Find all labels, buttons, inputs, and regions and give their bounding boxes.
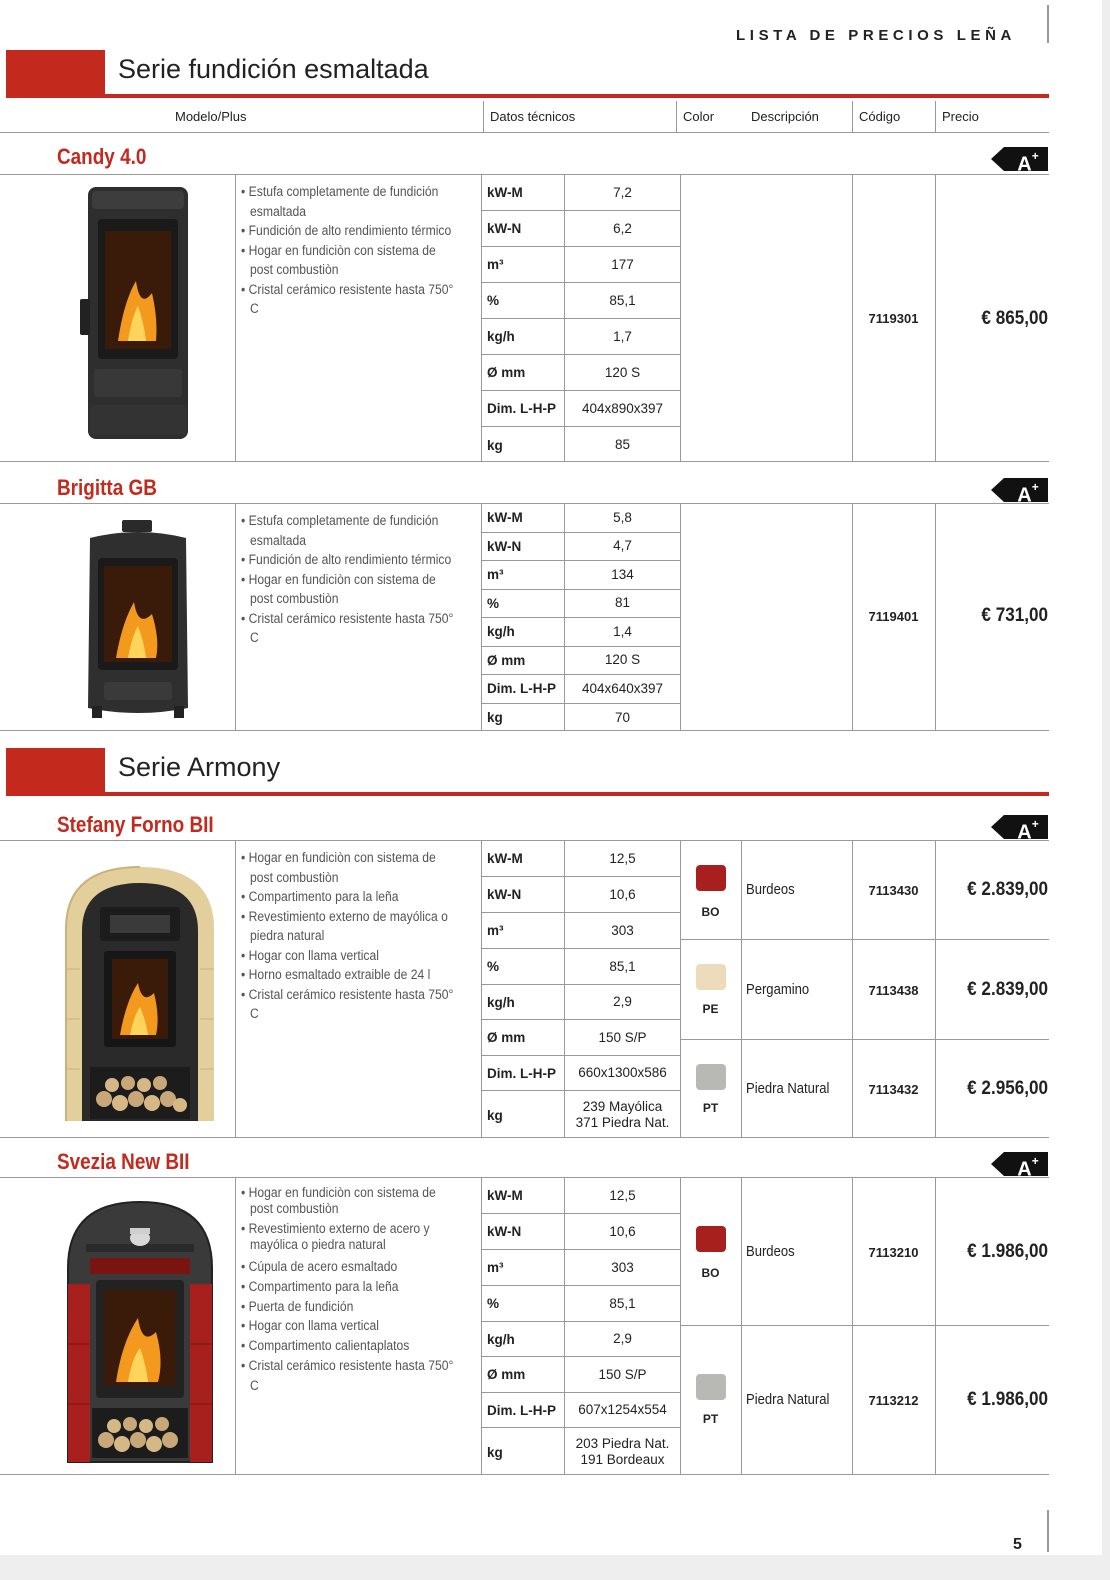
feature-item: • Hogar en fundiciòn con sistema de post combustiòn [241,1185,457,1217]
variant-code: 7113212 [868,1393,919,1408]
spec-value: 177 [611,256,634,272]
spec-row [481,841,680,877]
variant-row [680,1040,1049,1139]
divider [680,504,681,730]
col-modelo: Modelo/Plus [175,109,247,124]
spec-row [481,504,680,533]
energy-label-a-plus [991,147,1048,176]
divider [680,175,681,461]
energy-grade: A+ [1017,1154,1039,1181]
feature-item: • Hogar en fundiciòn con sistema de post combustiòn [241,241,457,280]
spec-key: kg [487,710,503,726]
spec-key: kg/h [487,624,515,640]
product-code: 7119301 [868,311,919,326]
spec-key: kg/h [487,329,515,344]
price-list-title: LISTA DE PRECIOS LEÑA [736,27,1016,44]
variant-row [680,1178,1049,1326]
energy-label-a-plus [991,815,1048,844]
spec-value: 4,7 [613,538,632,554]
spec-value: 81 [614,595,631,611]
series-red-block [6,50,105,94]
spec-row [481,1178,680,1214]
feature-item: • Horno esmaltado extraible de 24 l [241,965,457,985]
product-name: Candy 4.0 [57,144,147,169]
spec-row [481,1214,680,1250]
feature-list [241,1185,457,1396]
swatch-piedra [696,1064,726,1090]
spec-row [481,877,680,913]
spec-value: 5,8 [613,509,632,525]
col-precio: Precio [935,101,1049,132]
spec-key: m³ [487,923,504,938]
spec-key: Ø mm [487,652,526,668]
spec-key: kg/h [487,1331,515,1347]
feature-item: • Hogar con llama vertical [241,946,457,966]
spec-row [481,1250,680,1286]
product-price: € 731,00 [981,605,1048,626]
series-title: Serie fundición esmaltada [118,54,429,84]
product-code: 7119401 [868,609,919,624]
swatch-burdeos [696,865,726,891]
spec-value: 134 [611,566,634,582]
spec-key: % [487,959,500,974]
variant-description: Pergamino [746,982,810,998]
spec-key: kW-M [487,185,523,200]
variant-description: Piedra Natural [746,1392,830,1408]
variant-code: 7113430 [868,883,919,898]
spec-value: 7,2 [613,184,632,200]
spec-key: Dim. L-H-P [487,681,556,697]
feature-list [241,848,457,1024]
spec-key: Dim. L-H-P [487,1402,556,1418]
variant-price: € 2.839,00 [967,879,1048,900]
feature-list [241,511,457,648]
spec-key: m³ [487,1260,504,1275]
variant-row [680,940,1049,1040]
stove-candy-image [78,181,198,446]
spec-value: 10,6 [609,1223,636,1239]
variant-price: € 1.986,00 [967,1241,1048,1262]
spec-value: 70 [614,709,631,725]
spec-value: 150 S/P [598,1366,647,1382]
spec-key: Ø mm [487,365,526,380]
spec-key: Ø mm [487,1367,526,1382]
spec-row [481,211,680,247]
spec-row [481,1428,680,1476]
spec-key: m³ [487,257,504,272]
feature-item: • Cristal cerámico resistente hasta 750° C [241,609,457,648]
spec-value: 2,9 [613,994,632,1009]
variant-description: Burdeos [746,882,795,898]
energy-grade: A+ [1017,149,1039,176]
feature-item: • Compartimento para la leña [241,887,457,907]
series-red-line [6,94,1049,98]
feature-item: • Compartimento para la leña [241,1277,457,1297]
page-number: 5 [1013,1536,1022,1553]
spec-key: % [487,293,500,308]
variant-description: Burdeos [746,1244,795,1260]
spec-key: kW-M [487,1188,523,1203]
spec-row [481,533,680,562]
spec-value: 303 [611,922,634,938]
product-block-brigitta [0,503,1049,731]
spec-key: kW-M [487,510,523,526]
product-block-candy [0,174,1049,462]
spec-value: 660x1300x586 [578,1065,667,1080]
spec-key: kg [487,1444,503,1460]
feature-item: • Cristal cerámico resistente hasta 750° C [241,1356,457,1396]
spec-value: 85,1 [609,958,636,974]
divider [235,504,236,730]
spec-key: Dim. L-H-P [487,1065,556,1081]
spec-value: 85,1 [609,292,636,308]
feature-item: • Revestimiento externo de mayólica o piedra natural [241,907,457,946]
spec-row [481,949,680,985]
spec-row [481,1091,680,1139]
series-red-block [6,748,105,792]
spec-key: kW-N [487,1224,522,1239]
col-codigo: Código [852,101,935,132]
spec-key: m³ [487,567,504,583]
spec-key: % [487,1296,500,1311]
spec-value: 120 S [604,652,641,668]
swatch-code: BO [701,905,720,919]
swatch-code: PE [702,1002,719,1016]
product-name: Brigitta GB [57,475,157,500]
spec-row [481,391,680,427]
bottom-rule [1047,1510,1049,1552]
variant-code: 7113432 [868,1082,919,1097]
spec-row [481,1286,680,1322]
spec-row [481,1393,680,1428]
spec-row [481,913,680,949]
feature-item: • Cúpula de acero esmaltado [241,1257,457,1277]
feature-item: • Hogar en fundiciòn con sistema de post combustiòn [241,848,457,887]
spec-row [481,675,680,704]
swatch-code: PT [702,1101,719,1115]
swatch-piedra [696,1374,726,1400]
feature-item: • Fundición de alto rendimiento térmico [241,550,457,570]
spec-value: 6,2 [613,220,632,236]
spec-value: 404x640x397 [581,680,664,696]
spec-row [481,618,680,647]
product-price: € 865,00 [981,308,1048,329]
spec-value: 1,4 [613,623,632,639]
swatch-code: PT [702,1412,719,1426]
series-title: Serie Armony [118,752,281,782]
stove-svezia-image [58,1194,222,1466]
series-red-line [6,792,1049,796]
swatch-code: BO [701,1266,720,1280]
spec-key: kW-N [487,538,522,554]
spec-row [481,561,680,590]
variant-row [680,1326,1049,1476]
variant-description: Piedra Natural [746,1081,830,1097]
feature-item: • Hogar en fundiciòn con sistema de post combustiòn [241,570,457,609]
spec-row [481,590,680,619]
spec-row [481,355,680,391]
product-name: Svezia New BII [57,1149,190,1174]
product-name: Stefany Forno BII [57,812,214,837]
variant-code: 7113438 [868,983,919,998]
spec-key: kg [487,1107,503,1123]
spec-key: Dim. L-H-P [487,401,556,416]
energy-grade: A+ [1017,480,1039,507]
spec-row [481,175,680,211]
feature-item: • Estufa completamente de fundición esmaltada [241,511,457,550]
spec-row [481,1322,680,1357]
spec-row [481,283,680,319]
spec-value: 2,9 [613,1331,632,1346]
spec-value: 12,5 [609,1187,636,1203]
spec-value: 607x1254x554 [578,1402,667,1417]
spec-row [481,1056,680,1091]
spec-row [481,427,680,463]
feature-item: • Puerta de fundición [241,1297,457,1317]
feature-item: • Hogar con llama vertical [241,1316,457,1336]
spec-value: 85 [614,437,631,452]
spec-key: % [487,595,500,611]
spec-row [481,319,680,355]
spec-value: 404x890x397 [581,400,664,416]
spec-value: 239 Mayólica 371 Piedra Nat. [575,1099,670,1130]
feature-item: • Cristal cerámico resistente hasta 750° C [241,280,457,319]
feature-list [241,182,457,319]
divider [235,175,236,461]
spec-row [481,985,680,1020]
feature-item: • Compartimento calientaplatos [241,1336,457,1356]
spec-row [481,704,680,733]
col-datos: Datos técnicos [483,101,678,132]
spec-value: 1,7 [613,328,632,344]
spec-value: 12,5 [609,850,636,866]
divider [935,175,936,461]
spec-key: kW-M [487,851,523,866]
spec-row [481,1357,680,1393]
variant-price: € 2.956,00 [967,1078,1048,1099]
divider [935,504,936,730]
swatch-pergamino [696,964,726,990]
spec-value: 303 [611,1259,634,1275]
product-block-svezia [0,1177,1049,1475]
spec-value: 85,1 [609,1295,636,1311]
spec-row [481,647,680,676]
column-header [0,101,1049,133]
spec-key: kW-N [487,887,522,902]
spec-value: 10,6 [609,886,636,902]
divider [235,841,236,1137]
stove-brigitta-image [76,518,200,723]
divider [235,1178,236,1474]
spec-value: 150 S/P [598,1029,647,1045]
variant-price: € 1.986,00 [967,1389,1048,1410]
col-color: Color [676,101,745,132]
top-rule [1047,5,1049,43]
spec-row [481,247,680,283]
feature-item: • Revestimiento externo de acero y mayólica o piedra natural [241,1221,457,1253]
feature-item: • Cristal cerámico resistente hasta 750° C [241,985,457,1024]
spec-key: Ø mm [487,1030,526,1045]
swatch-burdeos [696,1226,726,1252]
spec-row [481,1020,680,1056]
energy-grade: A+ [1017,817,1039,844]
stove-stefany-image [60,859,220,1124]
spec-value: 203 Piedra Nat. 191 Bordeaux [575,1436,670,1467]
variant-price: € 2.839,00 [967,979,1048,1000]
spec-key: kg [487,437,503,453]
energy-label-a-plus [991,478,1048,507]
product-block-stefany [0,840,1049,1138]
variant-code: 7113210 [868,1245,919,1260]
feature-item: • Fundición de alto rendimiento térmico [241,221,457,241]
spec-value: 120 S [604,364,641,380]
energy-label-a-plus [991,1152,1048,1181]
spec-key: kW-N [487,221,522,236]
col-descripcion: Descripción [751,109,819,124]
variant-row [680,841,1049,940]
spec-key: kg/h [487,994,515,1010]
feature-item: • Estufa completamente de fundición esmaltada [241,182,457,221]
